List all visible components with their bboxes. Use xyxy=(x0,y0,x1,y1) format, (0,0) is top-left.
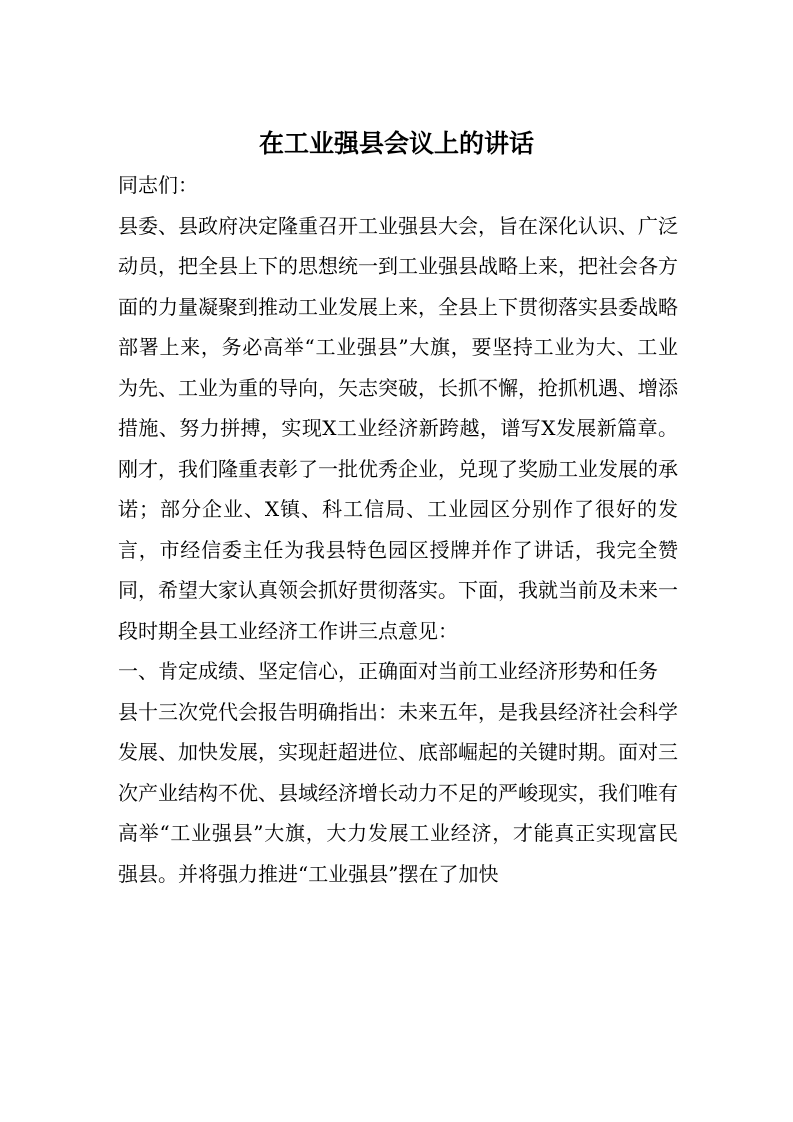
document-body xyxy=(118,165,678,894)
salutation-paragraph: 同志们： xyxy=(118,173,198,197)
section-1-paragraph: 县十三次党代会报告明确指出：未来五年，是我县经济社会科学发展、加快发展，实现赶超进位、底部崛起的关键时期。面对三次产业结构不优、县域经济增长动力不足的严峻现实，我们唯有高举“工业强县”大旗，大力发展工业经济，才能真正实现富民强县。并将强力推进“工业强县”摆在了加快 xyxy=(118,699,678,886)
intro-paragraph: 县委、县政府决定隆重召开工业强县大会，旨在深化认识、广泛动员，把全县上下的思想统一到工业强县战略上来，把社会各方面的力量凝聚到推动工业发展上来，全县上下贯彻落实县委战略部署上来，务必高举“工业强县”大旗，要坚持工业为大、工业为先、工业为重的导向，矢志突破，长抓不懈，抢抓机遇、增添措施、努力拼搏，实现X工业经济新跨越，谱写X发展新篇章。刚才，我们隆重表彰了一批优秀企业，兑现了奖励工业发展的承诺；部分企业、X镇、科工信局、工业园区分别作了很好的发言，市经信委主任为我县特色园区授牌并作了讲话，我完全赞同，希望大家认真领会抓好贯彻落实。下面，我就当前及未来一段时期全县工业经济工作讲三点意见： xyxy=(118,213,678,643)
document-title: 在工业强县会议上的讲话 xyxy=(258,129,534,158)
section-heading-1: 一、肯定成绩、坚定信心，正确面对当前工业经济形势和任务 xyxy=(118,659,658,683)
